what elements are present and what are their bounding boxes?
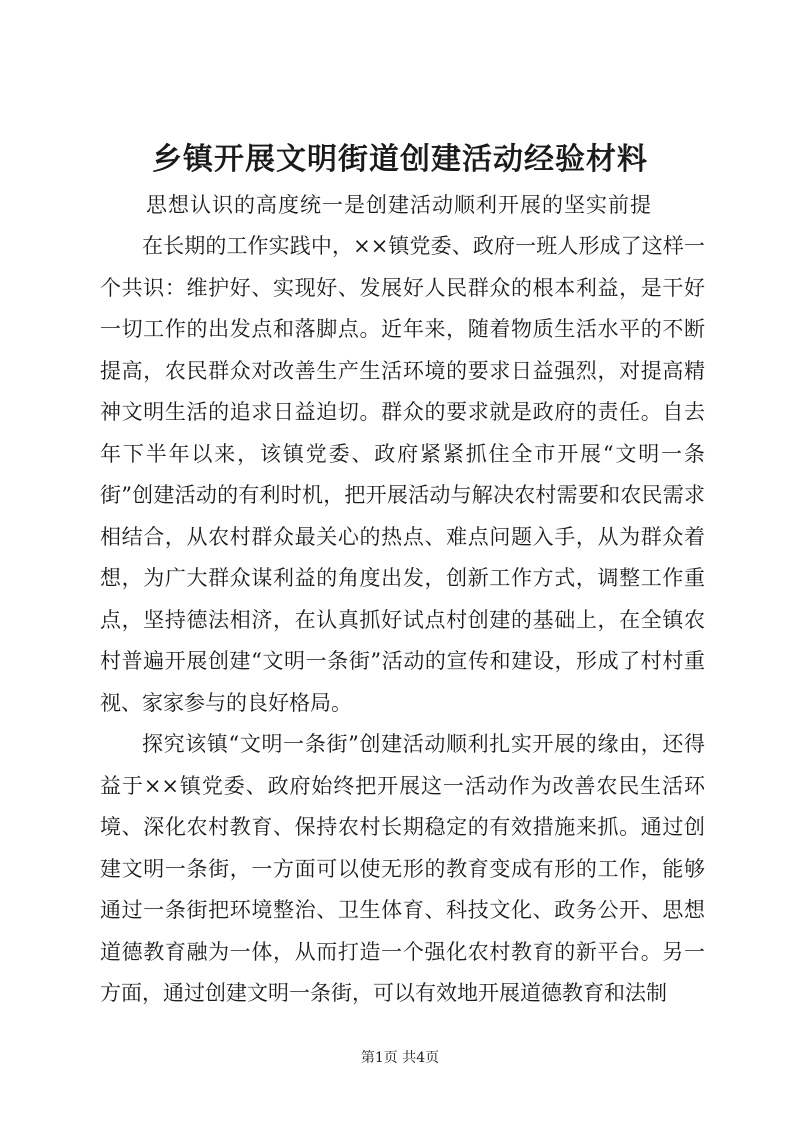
paragraph: 在长期的工作实践中，××镇党委、政府一班人形成了这样一个共识：维护好、实现好、发展好人民群众的根本利益，是干好一切工作的出发点和落脚点。近年来，随着物质生活水平的不断提高，农民群众对改善生产生活环境的要求日益强烈，对提高精神文明生活的追求日益迫切。群众的要求就是政府的责任。自去年下半年以来，该镇党委、政府紧紧抓住全市开展“文明一条街”创建活动的有利时机，把开展活动与解决农村需要和农民需求相结合，从农村群众最关心的热点、难点问题入手，从为群众着想，为广大群众谋利益的角度出发，创新工作方式，调整工作重点，坚持德法相济，在认真抓好试点村创建的基础上，在全镇农村普遍开展创建“文明一条街”活动的宣传和建设，形成了村村重视、家家参与的良好格局。 [100, 234, 705, 715]
page-footer [0, 1048, 800, 1068]
paragraph: 探究该镇“文明一条街”创建活动顺利扎实开展的缘由，还得益于××镇党委、政府始终把开展这一活动作为改善农民生活环境、深化农村教育、保持农村长期稳定的有效措施来抓。通过创建文明一条街，一方面可以使无形的教育变成有形的工作，能够通过一条街把环境整治、卫生体育、科技文化、政务公开、思想道德教育融为一体，从而打造一个强化农村教育的新平台。另一方面，通过创建文明一条街，可以有效地开展道德教育和法制 [100, 732, 705, 1005]
document-title: 乡镇开展文明街道创建活动经验材料 [152, 142, 648, 177]
document-body [100, 226, 705, 1015]
page-number: 第1页 共4页 [360, 1050, 440, 1066]
section-heading: 思想认识的高度统一是创建活动顺利开展的坚实前提 [146, 193, 652, 217]
